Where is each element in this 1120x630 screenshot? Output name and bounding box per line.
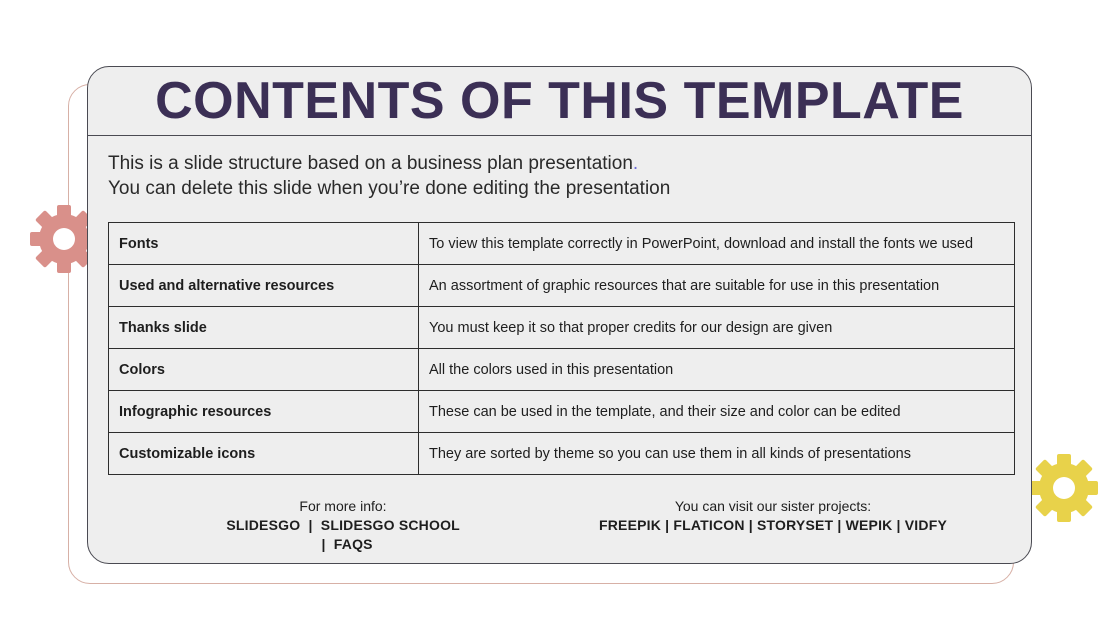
- contents-table: [108, 222, 1015, 475]
- footer-link-slidesgo[interactable]: SLIDESGO: [226, 517, 301, 533]
- footer-link-flaticon[interactable]: FLATICON: [673, 517, 745, 533]
- title-bar: [88, 67, 1031, 136]
- row-label: Infographic resources: [109, 391, 419, 433]
- table-row: [109, 349, 1015, 391]
- footer-link-slidesgo-school[interactable]: SLIDESGO SCHOOL: [320, 517, 460, 533]
- link-separator: |: [833, 517, 846, 533]
- footer-link-faqs[interactable]: FAQS: [333, 536, 373, 552]
- footer-sister-projects-links: [588, 516, 958, 535]
- table-row: [109, 265, 1015, 307]
- row-description: You must keep it so that proper credits for our design are given: [419, 307, 1015, 349]
- row-label: Fonts: [109, 223, 419, 265]
- row-description: These can be used in the template, and their size and color can be edited: [419, 391, 1015, 433]
- link-separator: |: [744, 517, 757, 533]
- row-label: Customizable icons: [109, 433, 419, 475]
- table-row: [109, 307, 1015, 349]
- slide-card: [87, 66, 1032, 564]
- intro-line-2: You can delete this slide when you’re done editing the presentation: [108, 178, 671, 199]
- row-label: Used and alternative resources: [109, 265, 419, 307]
- gear-icon: [1028, 452, 1100, 524]
- page-title: CONTENTS OF THIS TEMPLATE: [155, 72, 964, 130]
- link-separator: |: [892, 517, 905, 533]
- row-description: An assortment of graphic resources that are suitable for use in this presentation: [419, 265, 1015, 307]
- footer-link-vidfy[interactable]: VIDFY: [904, 517, 947, 533]
- table-row: [109, 433, 1015, 475]
- footer-more-info: [198, 497, 488, 554]
- intro-text: [108, 151, 670, 201]
- footer-sister-projects: [588, 497, 958, 535]
- intro-line-1: This is a slide structure based on a business plan presentation.: [108, 153, 639, 174]
- table-row: [109, 223, 1015, 265]
- footer-more-info-links: [198, 516, 488, 554]
- footer-link-storyset[interactable]: STORYSET: [756, 517, 834, 533]
- table-row: [109, 391, 1015, 433]
- row-description: To view this template correctly in PowerPoint, download and install the fonts we used: [419, 223, 1015, 265]
- link-separator: |: [313, 536, 334, 552]
- row-label: Colors: [109, 349, 419, 391]
- link-separator: |: [661, 517, 674, 533]
- row-label: Thanks slide: [109, 307, 419, 349]
- row-description: They are sorted by theme so you can use them in all kinds of presentations: [419, 433, 1015, 475]
- row-description: All the colors used in this presentation: [419, 349, 1015, 391]
- link-separator: |: [300, 517, 321, 533]
- footer-sister-projects-label: You can visit our sister projects:: [674, 498, 872, 514]
- footer-link-wepik[interactable]: WEPIK: [845, 517, 893, 533]
- footer-more-info-label: For more info:: [299, 498, 387, 514]
- footer-link-freepik[interactable]: FREEPIK: [598, 517, 662, 533]
